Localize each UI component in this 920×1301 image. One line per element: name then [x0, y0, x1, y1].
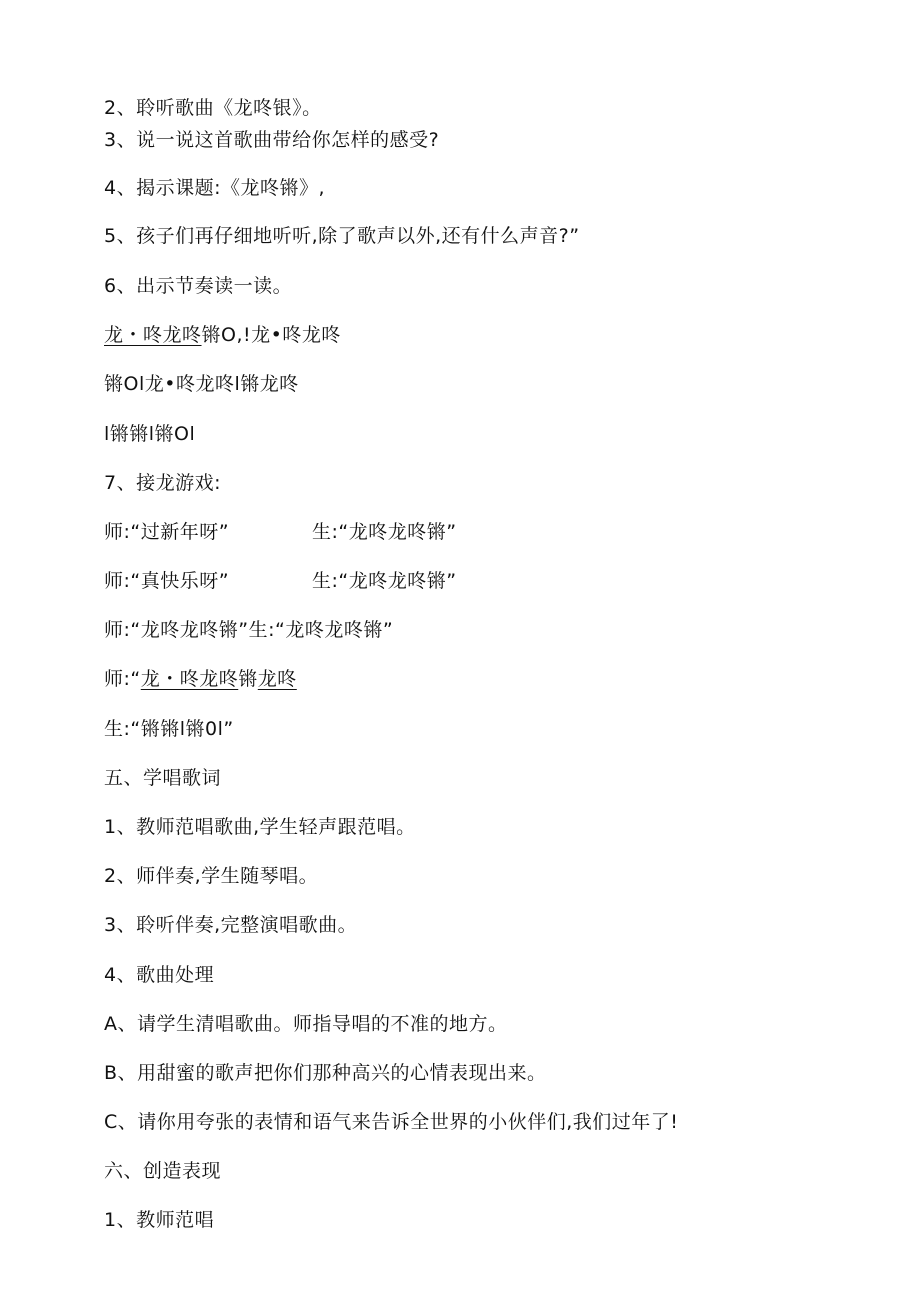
text-line: 3、聆听伴奏,完整演唱歌曲。: [104, 914, 358, 936]
teacher-line: 师:“过新年呀”: [104, 521, 230, 543]
dialogue-line: 师:“龙咚龙咚锵”生:“龙咚龙咚锵”: [104, 619, 394, 641]
rhythm-line: 锵Ol龙•咚龙咚l锵龙咚: [104, 373, 299, 395]
student-line: 生:“龙咚龙咚锵”: [312, 521, 457, 543]
rhythm-line: l锵锵l锵Ol: [104, 423, 196, 445]
section-heading: 五、学唱歌词: [104, 767, 222, 789]
rhythm-mid: 锵: [238, 668, 258, 690]
rhythm-underlined: 龙・咚龙咚: [140, 668, 239, 690]
dialogue-line: [104, 520, 524, 544]
text-line: B、用甜蜜的歌声把你们那种高兴的心情表现出来。: [104, 1062, 547, 1084]
text-line: 1、教师范唱歌曲,学生轻声跟范唱。: [104, 816, 416, 838]
text-line: C、请你用夸张的表情和语气来告诉全世界的小伙伴们,我们过年了!: [104, 1111, 679, 1133]
rhythm-line: [104, 323, 341, 347]
dialogue-line: 生:“锵锵l锵0l”: [104, 718, 234, 740]
text-line: 7、接龙游戏:: [104, 472, 221, 494]
text-line: 6、出示节奏读一读。: [104, 275, 293, 297]
section-heading: 六、创造表现: [104, 1160, 222, 1182]
text-line: 1、教师范唱: [104, 1209, 215, 1231]
text-line: A、请学生清唱歌曲。师指导唱的不准的地方。: [104, 1013, 508, 1035]
text-line: 4、歌曲处理: [104, 964, 215, 986]
student-line: 生:“龙咚龙咚锵”: [312, 570, 457, 592]
teacher-line: 师:“真快乐呀”: [104, 570, 230, 592]
text-line: 2、师伴奏,学生随琴唱。: [104, 865, 319, 887]
text-line: 2、聆听歌曲《龙咚银》。: [104, 97, 322, 119]
dialogue-line: [104, 667, 297, 691]
text-line: 3、说一说这首歌曲带给你怎样的感受?: [104, 129, 440, 151]
dialogue-line: [104, 569, 524, 593]
rhythm-rest: 锵O,!龙•咚龙咚: [201, 324, 341, 346]
rhythm-underlined: 龙・咚龙咚: [104, 324, 202, 346]
rhythm-underlined: 龙咚: [257, 668, 297, 690]
text-line: 5、孩子们再仔细地听听,除了歌声以外,还有什么声音?”: [104, 225, 580, 247]
teacher-prefix: 师:“: [104, 668, 141, 690]
text-line: 4、揭示课题:《龙咚锵》,: [104, 177, 326, 199]
